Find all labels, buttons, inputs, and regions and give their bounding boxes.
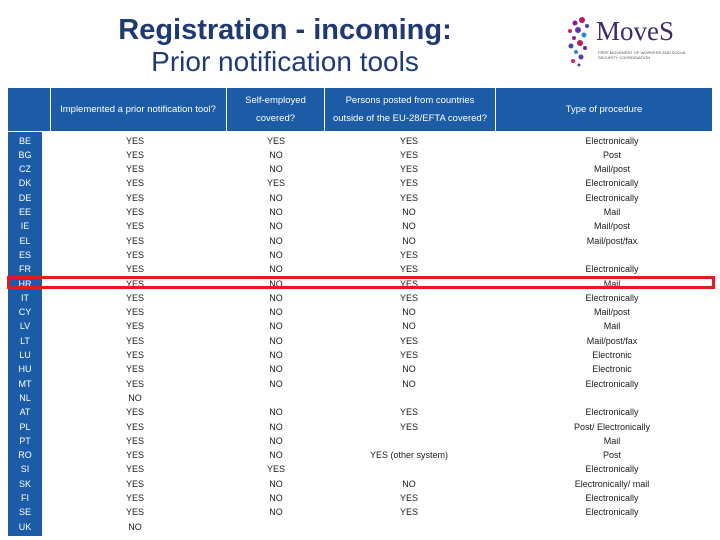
country-code: CY	[18, 307, 32, 318]
posted-persons-value: YES	[399, 292, 418, 303]
table-row	[8, 362, 712, 376]
implemented-value: YES	[125, 149, 144, 160]
implemented-value: YES	[125, 350, 144, 360]
table-row	[8, 491, 712, 505]
country-code: HU	[18, 364, 32, 375]
posted-persons-value: NO	[402, 307, 416, 318]
self-employed-value: NO	[269, 321, 283, 332]
self-employed-value: NO	[269, 350, 283, 360]
table-row	[8, 176, 712, 190]
self-employed-value: NO	[269, 149, 283, 160]
country-code: NL	[19, 392, 31, 403]
procedure-value: Mail	[603, 278, 621, 289]
implemented-value: YES	[125, 192, 144, 203]
header-implemented: Implemented a prior notification tool?	[60, 103, 216, 115]
posted-persons-value: YES	[399, 507, 418, 518]
posted-persons-value: YES	[399, 149, 418, 160]
slide-title	[60, 14, 510, 78]
posted-persons-value: NO	[402, 207, 416, 217]
self-employed-value: NO	[269, 164, 283, 175]
posted-persons-value	[324, 434, 494, 448]
self-employed-value: NO	[269, 307, 283, 318]
posted-persons-value	[324, 462, 494, 476]
self-employed-value: NO	[269, 435, 283, 446]
self-employed-value: NO	[269, 364, 283, 375]
posted-persons-value: YES	[399, 192, 418, 203]
self-employed-value: NO	[269, 378, 283, 389]
country-code: CZ	[19, 164, 31, 175]
implemented-value: NO	[128, 392, 142, 403]
posted-persons-value: NO	[402, 378, 416, 389]
posted-persons-value: NO	[402, 321, 416, 332]
procedure-value: Electronically	[585, 135, 639, 146]
table-row	[8, 477, 712, 491]
country-code: DK	[18, 178, 32, 189]
self-employed-value: NO	[269, 450, 283, 461]
self-employed-value: NO	[269, 507, 283, 518]
table-header	[8, 88, 712, 131]
procedure-value: Mail	[603, 435, 621, 446]
country-code: SE	[18, 507, 31, 518]
self-employed-value: NO	[269, 264, 283, 275]
procedure-value: Electronically	[585, 464, 639, 475]
self-employed-value: YES	[266, 178, 285, 189]
self-employed-value: NO	[269, 478, 283, 489]
procedure-value: Mail/post	[593, 164, 630, 175]
implemented-value: YES	[125, 378, 144, 389]
country-code: FI	[21, 493, 29, 503]
procedure-value	[512, 248, 712, 262]
table-row	[8, 505, 712, 519]
logo-wordmark: MoveS	[596, 16, 675, 46]
country-code: IT	[21, 292, 29, 303]
table-row	[8, 334, 712, 348]
table-row	[8, 248, 712, 262]
implemented-value: YES	[125, 164, 144, 175]
posted-persons-value: YES	[399, 335, 418, 346]
country-code: EL	[19, 235, 31, 246]
posted-persons-value	[324, 520, 494, 534]
implemented-value: NO	[128, 521, 142, 532]
self-employed-value: NO	[269, 278, 283, 289]
self-employed-value	[228, 520, 324, 534]
self-employed-value: NO	[269, 292, 283, 303]
posted-persons-value: YES	[399, 249, 418, 260]
implemented-value: YES	[125, 493, 144, 503]
procedure-value: Mail/post/fax	[586, 335, 638, 346]
posted-persons-value: YES	[399, 407, 418, 418]
implemented-value: YES	[125, 464, 144, 475]
self-employed-value: NO	[269, 192, 283, 203]
procedure-value: Electronically	[585, 292, 639, 303]
procedure-value: Electronically	[585, 407, 639, 418]
table-row	[8, 319, 712, 333]
self-employed-value: NO	[269, 493, 283, 503]
logo-subtitle: FREE MOVEMENT OF WORKERS AND SOCIAL SECURITY COORDINATION	[598, 50, 687, 60]
posted-persons-value: NO	[402, 235, 416, 246]
procedure-value: Mail/post	[593, 221, 630, 232]
table-row	[8, 162, 712, 176]
implemented-value: YES	[125, 135, 144, 146]
procedure-value: Post	[602, 149, 621, 160]
table-row	[8, 148, 712, 162]
self-employed-value: NO	[269, 407, 283, 418]
table-row	[8, 448, 712, 462]
logo-mark-icon	[560, 14, 596, 70]
procedure-value: Electronically	[585, 378, 639, 389]
table-row	[8, 291, 712, 305]
table-row	[8, 348, 712, 362]
header-self-employed: Self-employed covered?	[245, 94, 306, 124]
posted-persons-value: YES	[399, 278, 418, 289]
highlight-box	[7, 276, 715, 289]
title-line-2: Prior notification tools	[151, 46, 419, 77]
country-code: IE	[20, 221, 30, 232]
implemented-value: YES	[125, 278, 144, 289]
country-code: RO	[18, 450, 32, 461]
header-procedure: Type of procedure	[565, 103, 643, 115]
procedure-value: Electronically	[585, 507, 639, 518]
table-row	[8, 420, 712, 434]
country-code: LU	[19, 350, 31, 360]
country-code: AT	[19, 407, 31, 418]
table-row	[8, 191, 712, 205]
implemented-value: YES	[125, 249, 144, 260]
posted-persons-value: YES	[399, 164, 418, 175]
procedure-value: Post	[602, 450, 621, 461]
posted-persons-value: YES	[399, 493, 418, 503]
posted-persons-value: YES (other system)	[369, 450, 449, 461]
implemented-value: YES	[125, 321, 144, 332]
procedure-value: Electronically	[585, 178, 639, 189]
header-country	[8, 88, 42, 131]
posted-persons-value: NO	[402, 364, 416, 375]
country-code: DE	[18, 192, 32, 203]
moves-logo	[560, 14, 690, 76]
self-employed-value: NO	[269, 335, 283, 346]
implemented-value: YES	[125, 421, 144, 432]
procedure-value: Mail/post	[593, 307, 630, 318]
procedure-value: Mail	[603, 207, 621, 217]
implemented-value: YES	[125, 335, 144, 346]
implemented-value: YES	[125, 507, 144, 518]
procedure-value: Electronic	[592, 350, 632, 360]
table-row	[8, 405, 712, 419]
self-employed-value: NO	[269, 421, 283, 432]
procedure-value: Electronically	[585, 264, 639, 275]
procedure-value: Mail/post/fax	[586, 235, 638, 246]
implemented-value: YES	[125, 264, 144, 275]
procedure-value: Mail	[603, 321, 621, 332]
country-code: SK	[18, 478, 31, 489]
procedure-value	[512, 520, 712, 534]
self-employed-value: NO	[269, 207, 283, 217]
implemented-value: YES	[125, 478, 144, 489]
posted-persons-value	[324, 391, 494, 405]
procedure-value	[512, 391, 712, 405]
table-row	[8, 391, 712, 405]
header-posted-persons: Persons posted from countries outside of the EU-28/EFTA covered?	[332, 94, 488, 124]
implemented-value: YES	[125, 207, 144, 217]
country-code: LV	[19, 321, 31, 332]
title-line-1: Registration - incoming:	[118, 14, 452, 46]
country-code: MT	[18, 378, 32, 389]
implemented-value: YES	[125, 435, 144, 446]
country-code: PT	[19, 435, 31, 446]
table-row	[8, 205, 712, 219]
implemented-value: YES	[125, 178, 144, 189]
implemented-value: YES	[125, 307, 144, 318]
country-code: LT	[20, 335, 30, 346]
table-row	[8, 219, 712, 233]
posted-persons-value: YES	[399, 135, 418, 146]
procedure-value: Electronically/ mail	[574, 478, 650, 489]
implemented-value: YES	[125, 407, 144, 418]
implemented-value: YES	[125, 450, 144, 461]
country-code: UK	[18, 521, 32, 532]
posted-persons-value: NO	[402, 221, 416, 232]
posted-persons-value: YES	[399, 264, 418, 275]
table-row	[8, 305, 712, 319]
table-row	[8, 134, 712, 148]
country-code: BG	[18, 149, 32, 160]
procedure-value: Electronic	[592, 364, 632, 375]
self-employed-value	[228, 391, 324, 405]
country-code: BE	[18, 135, 31, 146]
country-code: SI	[20, 464, 30, 475]
self-employed-value: YES	[266, 464, 285, 475]
implemented-value: YES	[125, 292, 144, 303]
self-employed-value: YES	[266, 135, 285, 146]
table-row	[8, 234, 712, 248]
self-employed-value: NO	[269, 221, 283, 232]
table-row	[8, 377, 712, 391]
procedure-value: Electronically	[585, 192, 639, 203]
implemented-value: YES	[125, 235, 144, 246]
implemented-value: YES	[125, 221, 144, 232]
country-code: EE	[18, 207, 31, 217]
posted-persons-value: YES	[399, 421, 418, 432]
country-code: HR	[18, 278, 32, 289]
posted-persons-value: YES	[399, 350, 418, 360]
implemented-value: YES	[125, 364, 144, 375]
country-code: ES	[18, 249, 31, 260]
table-row	[8, 262, 712, 276]
table-row	[8, 462, 712, 476]
table-row	[8, 434, 712, 448]
country-code: FR	[19, 264, 31, 275]
procedure-value: Electronically	[585, 493, 639, 503]
posted-persons-value: NO	[402, 478, 416, 489]
self-employed-value: NO	[269, 235, 283, 246]
self-employed-value: NO	[269, 249, 283, 260]
procedure-value: Post/ Electronically	[573, 421, 651, 432]
table-row	[8, 520, 712, 534]
country-code: PL	[19, 421, 31, 432]
posted-persons-value: YES	[399, 178, 418, 189]
